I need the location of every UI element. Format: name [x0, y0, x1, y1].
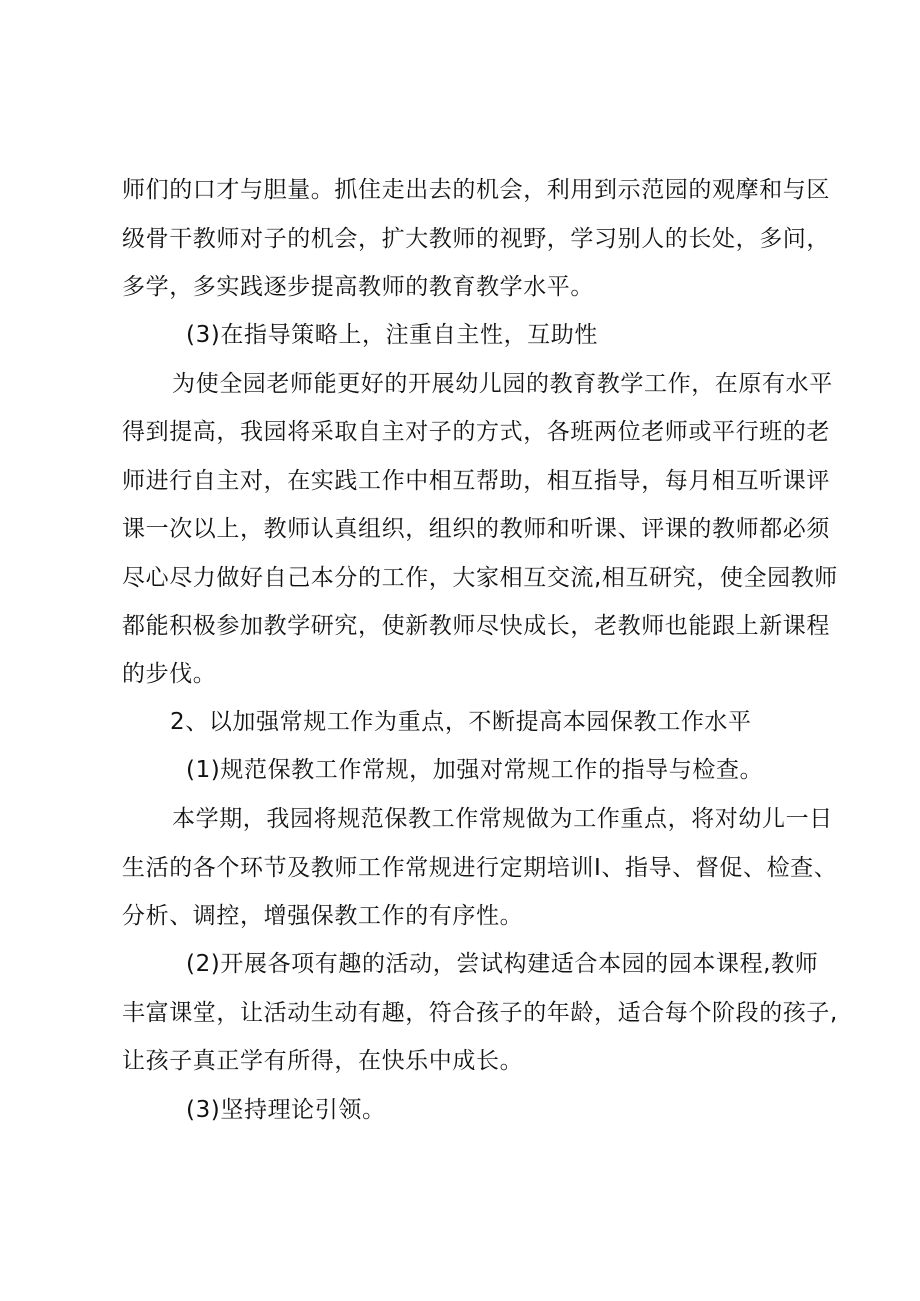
paragraph-line: 师们的口才与胆量。抓住走出去的机会，利用到示范园的观摩和与区: [122, 177, 830, 203]
section-heading: 2、以加强常规工作为重点，不断提高本园保教工作水平: [170, 709, 752, 735]
paragraph-line: 尽心尽力做好自己本分的工作，大家相互交流,相互研究，使全园教师: [122, 565, 838, 591]
subheading-line: (3)在指导策略上，注重自主性，互助性: [186, 322, 598, 348]
subheading-line: (1)规范保教工作常规，加强对常规工作的指导与检查。: [186, 757, 764, 783]
subheading-line: (2)开展各项有趣的活动，尝试构建适合本园的园本课程,教师: [186, 951, 819, 977]
paragraph-line: 师进行自主对，在实践工作中相互帮助，相互指导，每月相互听课评: [122, 468, 830, 494]
paragraph-line: 都能积极参加教学研究，使新教师尽快成长，老教师也能跟上新课程: [122, 613, 830, 639]
paragraph-line: 丰富课堂，让活动生动有趣，符合孩子的年龄，适合每个阶段的孩子,: [122, 1000, 838, 1026]
paragraph-line: 为使全园老师能更好的开展幼儿园的教育教学工作，在原有水平: [172, 371, 833, 397]
subheading-line: (3)坚持理论引领。: [186, 1097, 386, 1123]
paragraph-line: 多学，多实践逐步提高教师的教育教学水平。: [122, 274, 594, 300]
paragraph-line: 得到提高，我园将采取自主对子的方式，各班两位老师或平行班的老: [122, 419, 830, 445]
paragraph-line: 本学期，我园将规范保教工作常规做为工作重点，将对幼儿一日: [172, 806, 833, 832]
paragraph-line: 级骨干教师对子的机会，扩大教师的视野，学习别人的长处，多问，: [122, 226, 830, 252]
paragraph-line: 让孩子真正学有所得，在快乐中成长。: [122, 1048, 524, 1074]
paragraph-line: 分析、调控，增强保教工作的有序性。: [122, 903, 524, 929]
paragraph-line: 的步伐。: [122, 661, 217, 687]
paragraph-line: 生活的各个环节及教师工作常规进行定期培训I、指导、督促、检查、: [122, 855, 838, 881]
paragraph-line: 课一次以上，教师认真组织，组织的教师和听课、评课的教师都必须: [122, 516, 830, 542]
